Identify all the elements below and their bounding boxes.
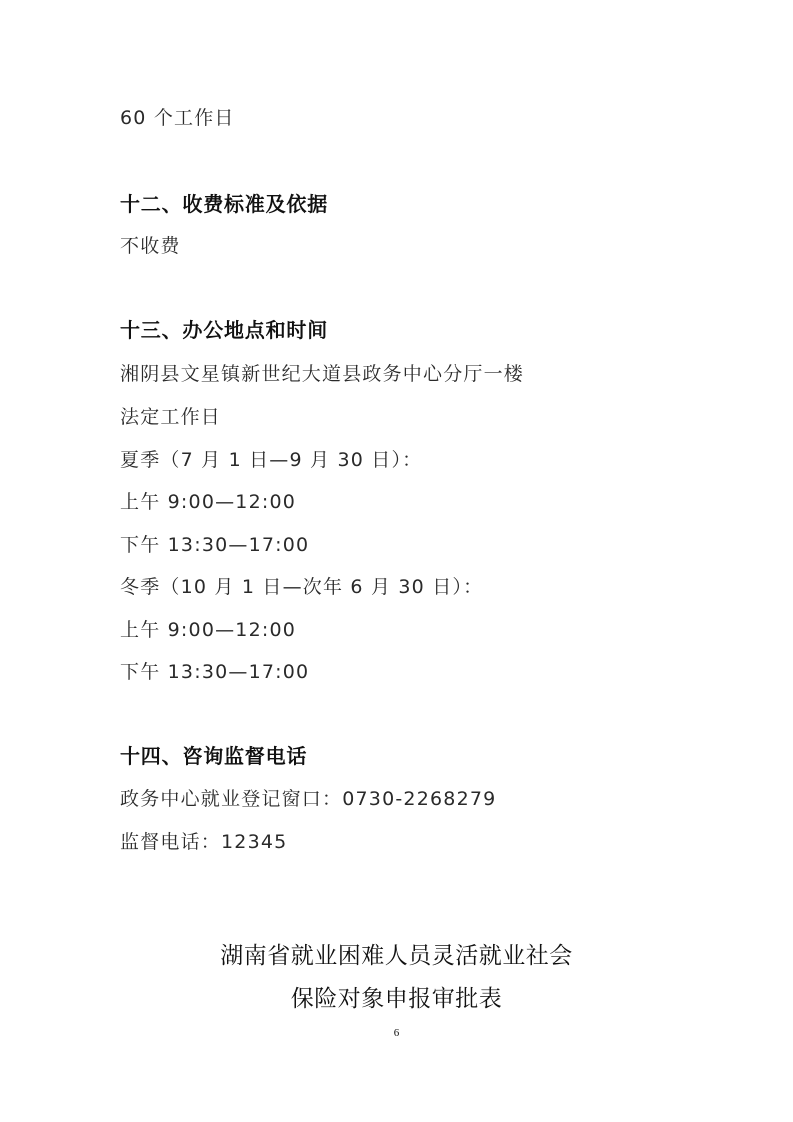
processing-time-text: 60 个工作日 xyxy=(120,107,235,129)
page-number: 6 xyxy=(393,1027,400,1039)
office-address-text: 湘阴县文星镇新世纪大道县政务中心分厅一楼 xyxy=(120,363,525,385)
form-title-line-1: 湖南省就业困难人员灵活就业社会 xyxy=(220,943,573,969)
form-title-line-2: 保险对象申报审批表 xyxy=(290,986,503,1012)
consultation-heading: 十四、咨询监督电话 xyxy=(120,744,308,768)
office-location-heading: 十三、办公地点和时间 xyxy=(120,318,328,342)
workday-text: 法定工作日 xyxy=(120,406,222,428)
summer-morning-hours: 上午 9:00—12:00 xyxy=(120,491,297,513)
supervision-phone-text: 监督电话：12345 xyxy=(120,831,288,853)
fee-standard-heading: 十二、收费标准及依据 xyxy=(120,192,328,216)
winter-morning-hours: 上午 9:00—12:00 xyxy=(120,619,297,641)
fee-standard-text: 不收费 xyxy=(120,235,181,257)
summer-period-text: 夏季（7 月 1 日—9 月 30 日）： xyxy=(120,449,423,471)
summer-afternoon-hours: 下午 13:30—17:00 xyxy=(120,534,310,556)
window-phone-text: 政务中心就业登记窗口：0730-2268279 xyxy=(120,788,497,810)
winter-afternoon-hours: 下午 13:30—17:00 xyxy=(120,661,310,683)
winter-period-text: 冬季（10 月 1 日—次年 6 月 30 日）： xyxy=(120,576,484,598)
